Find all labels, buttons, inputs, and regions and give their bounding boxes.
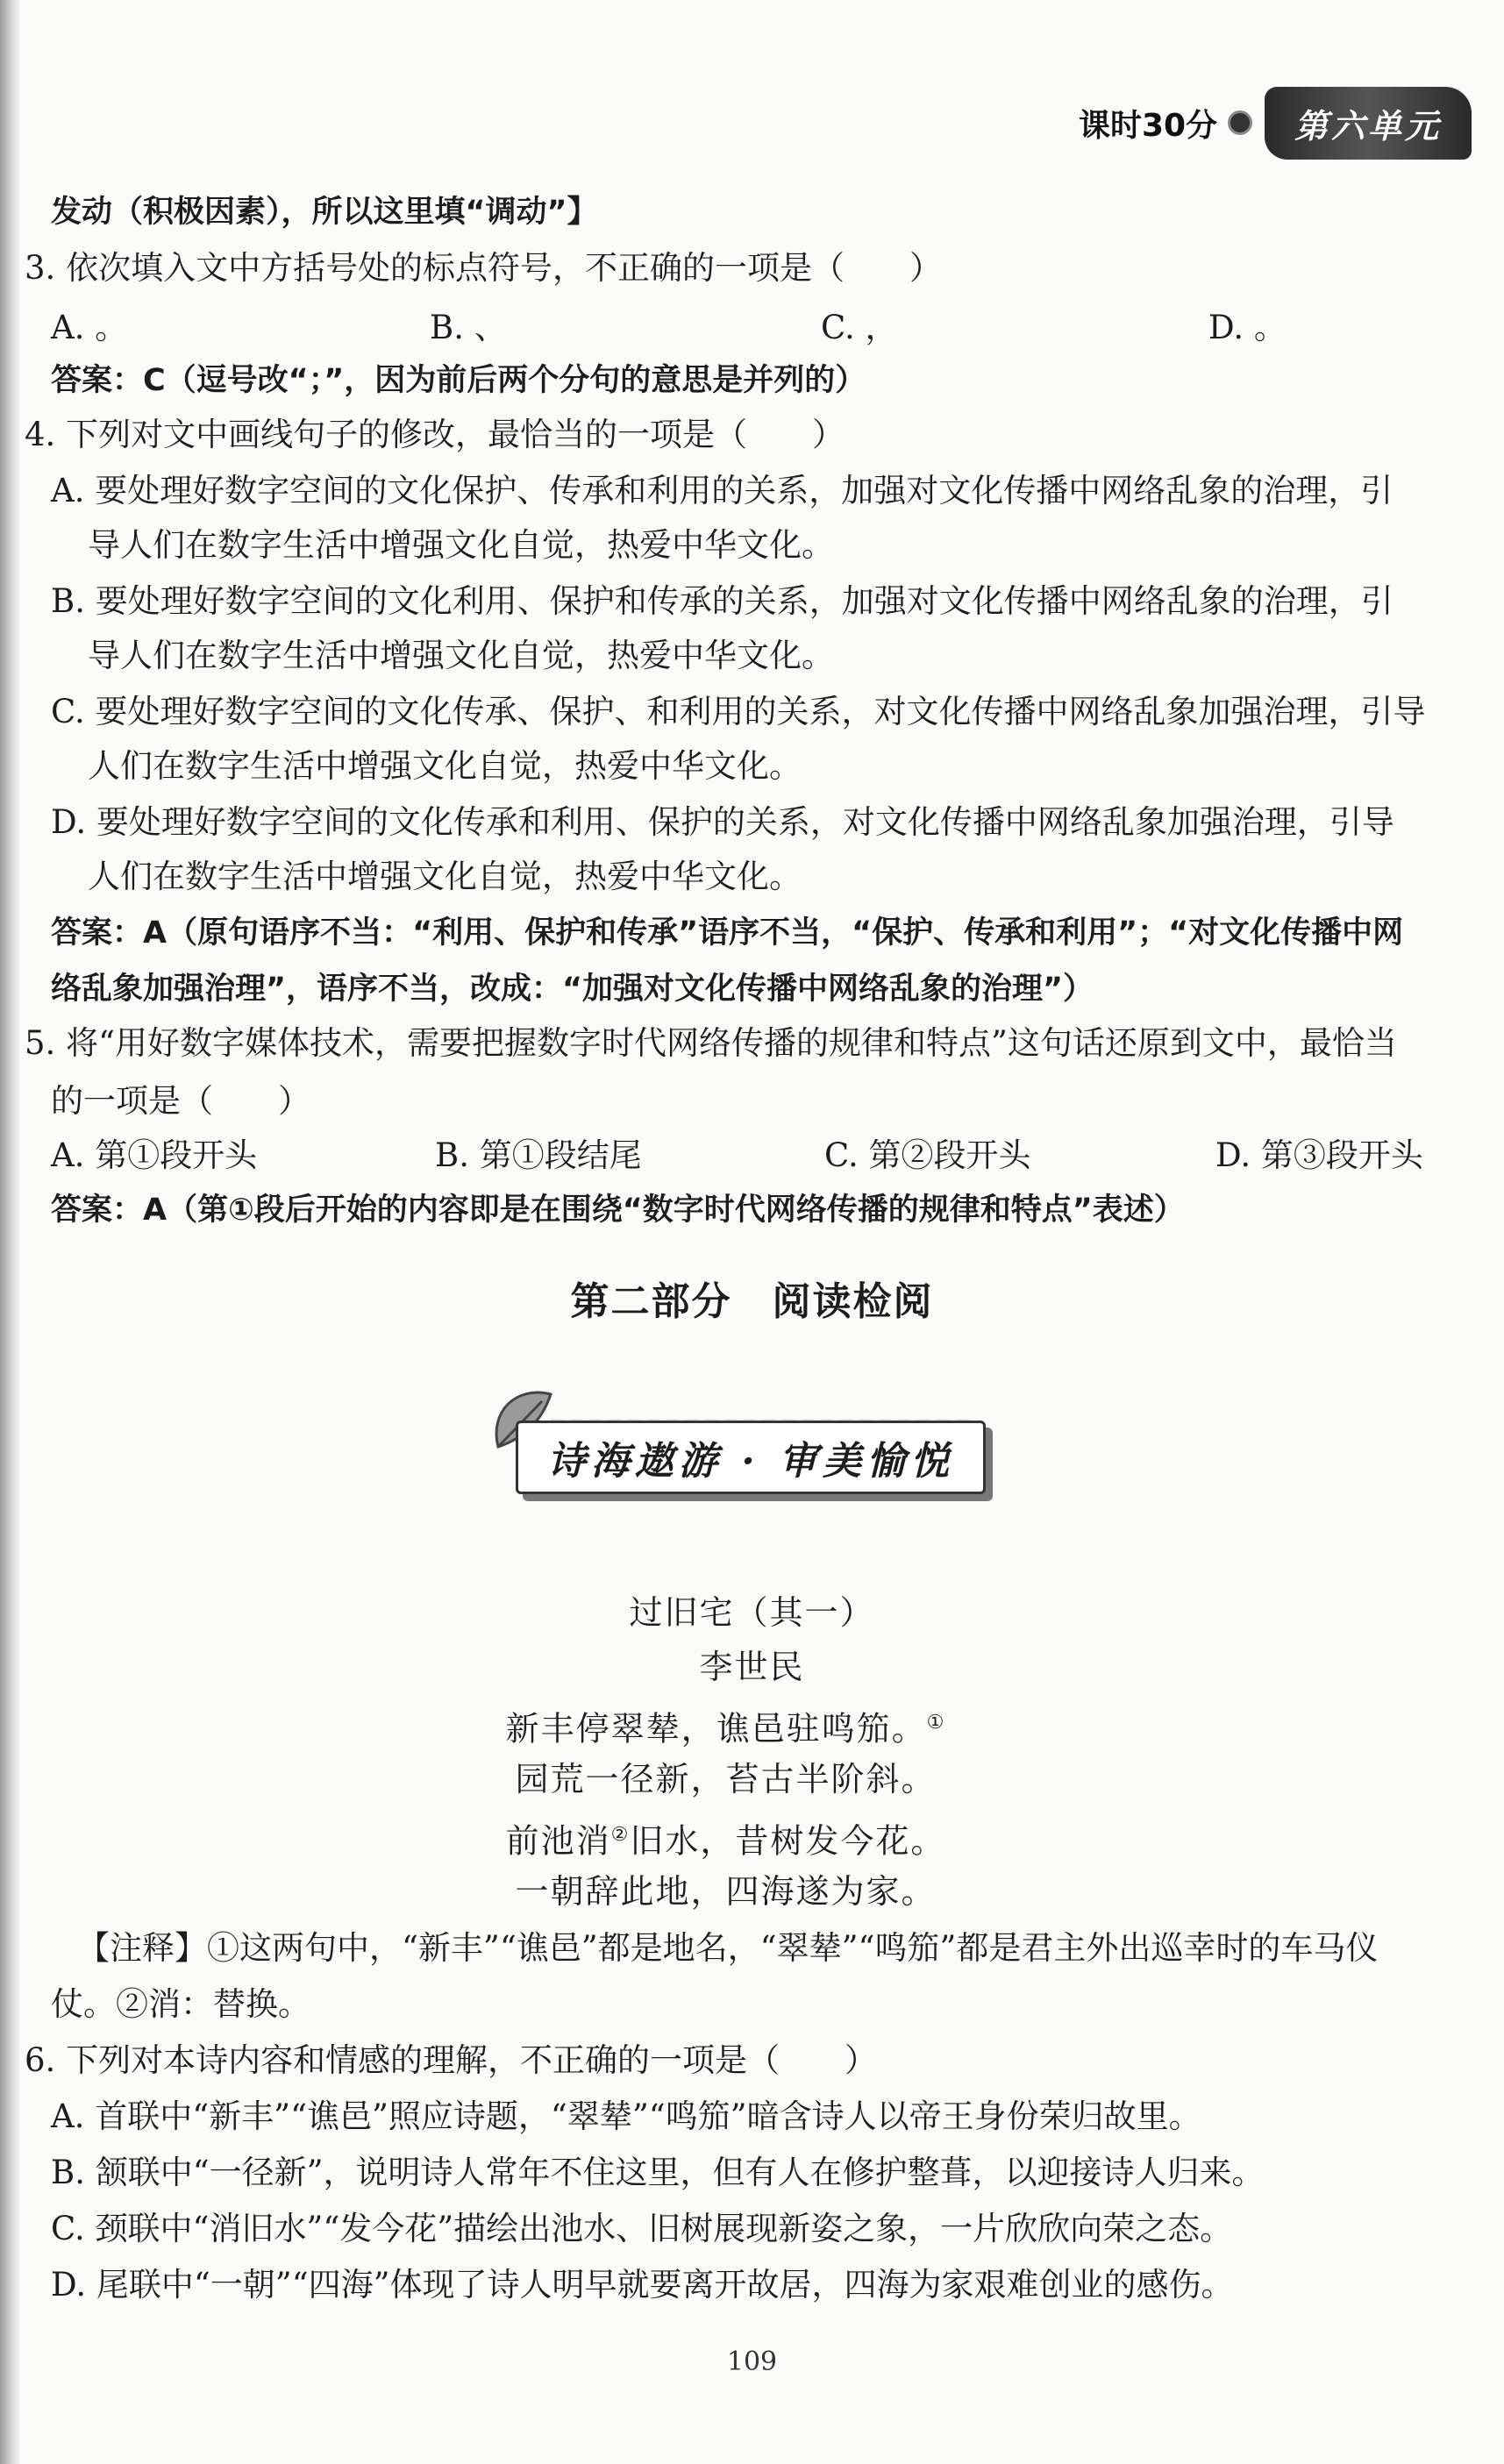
q3-option-c: C. ，	[821, 309, 898, 346]
q4-option-c-line1: C. 要处理好数字空间的文化传承、保护、和利用的关系，对文化传播中网络乱象加强治理，引导	[51, 693, 1426, 730]
q5-option-d: D. 第③段开头	[1215, 1136, 1423, 1174]
q5-answer: 答案：A（第①段后开始的内容即是在围绕“数字时代网络传播的规律和特点”表述）	[51, 1193, 1185, 1228]
poem-line-4: 一朝辞此地，四海遂为家。	[515, 1872, 937, 1911]
q4-answer-line2: 络乱象加强治理”，语序不当，改成：“加强对文化传播中网络乱象的治理”）	[51, 972, 1094, 1007]
question-3: 3. 依次填入文中方括号处的标点符号，不正确的一项是（ ）	[25, 249, 943, 287]
poem-line-3: 前池消②旧水，昔树发今花。	[505, 1821, 946, 1861]
poem-author: 李世民	[699, 1648, 805, 1686]
q5-option-b: B. 第①段结尾	[435, 1136, 642, 1174]
q4-option-b-line1: B. 要处理好数字空间的文化利用、保护和传承的关系，加强对文化传播中网络乱象的治理，引	[51, 582, 1394, 620]
q4-option-c-line2: 人们在数字生活中增强文化自觉，热爱中华文化。	[88, 747, 802, 785]
poem-line-2: 园荒一径新，苔古半阶斜。	[515, 1760, 937, 1798]
note-mark-1: ①	[926, 1712, 946, 1734]
section-title: 第二部分 阅读检阅	[570, 1279, 934, 1324]
poem-title: 过旧宅（其一）	[629, 1593, 875, 1632]
question-6: 6. 下列对本诗内容和情感的理解，不正确的一项是（ ）	[25, 2041, 878, 2079]
question-5-line1: 5. 将“用好数字媒体技术，需要把握数字时代网络传播的规律和特点”这句话还原到文中，最恰当	[25, 1024, 1397, 1062]
q4-option-d-line2: 人们在数字生活中增强文化自觉，热爱中华文化。	[88, 858, 802, 895]
q6-option-c: C. 颈联中“消旧水”“发今花”描绘出池水、旧树展现新姿之象，一片欣欣向荣之态。	[51, 2210, 1233, 2247]
note-mark-2: ②	[610, 1824, 631, 1846]
q3-option-b: B. 、	[430, 309, 507, 346]
unit-label: 第六单元	[1265, 87, 1472, 160]
notes-line2: 仗。②消：替换。	[51, 1985, 310, 2023]
q6-option-d: D. 尾联中“一朝”“四海”体现了诗人明早就要离开故居，四海为家艰难创业的感伤。	[51, 2266, 1234, 2304]
question-5-line2: 的一项是（ ）	[51, 1082, 310, 1120]
question-4: 4. 下列对文中画线句子的修改，最恰当的一项是（ ）	[25, 416, 845, 453]
q3-option-d: D. 。	[1208, 309, 1287, 346]
running-header	[1079, 88, 1472, 158]
q4-option-a-line2: 导人们在数字生活中增强文化自觉，热爱中华文化。	[88, 526, 834, 564]
poem-line-1: 新丰停翠辇，谯邑驻鸣笳。①	[505, 1709, 946, 1748]
answer-continuation: 发动（积极因素），所以这里填“调动”】	[51, 195, 598, 230]
notes-line1: 【注释】①这两句中，“新丰”“谯邑”都是地名，“翠辇”“鸣笳”都是君主外出巡幸时的车马仪	[77, 1929, 1379, 1967]
q5-option-c: C. 第②段开头	[824, 1136, 1031, 1174]
q4-option-d-line1: D. 要处理好数字空间的文化传承和利用、保护的关系，对文化传播中网络乱象加强治理，引导	[51, 803, 1394, 841]
page-number: 109	[726, 2346, 778, 2377]
banner-label: 诗海遨游 · 审美愉悦	[516, 1421, 986, 1494]
course-label: 课时30分	[1079, 107, 1218, 144]
q6-option-a: A. 首联中“新丰”“谯邑”照应诗题，“翠辇”“鸣笳”暗含诗人以帝王身份荣归故里。	[51, 2097, 1201, 2135]
q4-answer-line1: 答案：A（原句语序不当：“利用、保护和传承”语序不当，“保护、传承和利用”；“对文化传播中网	[51, 915, 1404, 951]
q4-option-a-line1: A. 要处理好数字空间的文化保护、传承和利用的关系，加强对文化传播中网络乱象的治理，引	[51, 472, 1394, 509]
section-banner	[481, 1377, 989, 1491]
q3-option-a: A. 。	[51, 309, 128, 346]
bullet-icon	[1228, 110, 1252, 135]
q6-option-b: B. 颔联中“一径新”，说明诗人常年不住这里，但有人在修护整葺，以迎接诗人归来。	[51, 2154, 1265, 2191]
page-binding-shadow	[0, 0, 19, 2464]
q4-option-b-line2: 导人们在数字生活中增强文化自觉，热爱中华文化。	[88, 637, 834, 674]
q3-answer: 答案：C（逗号改“；”，因为前后两个分句的意思是并列的）	[51, 363, 866, 398]
q5-option-a: A. 第①段开头	[51, 1136, 258, 1174]
